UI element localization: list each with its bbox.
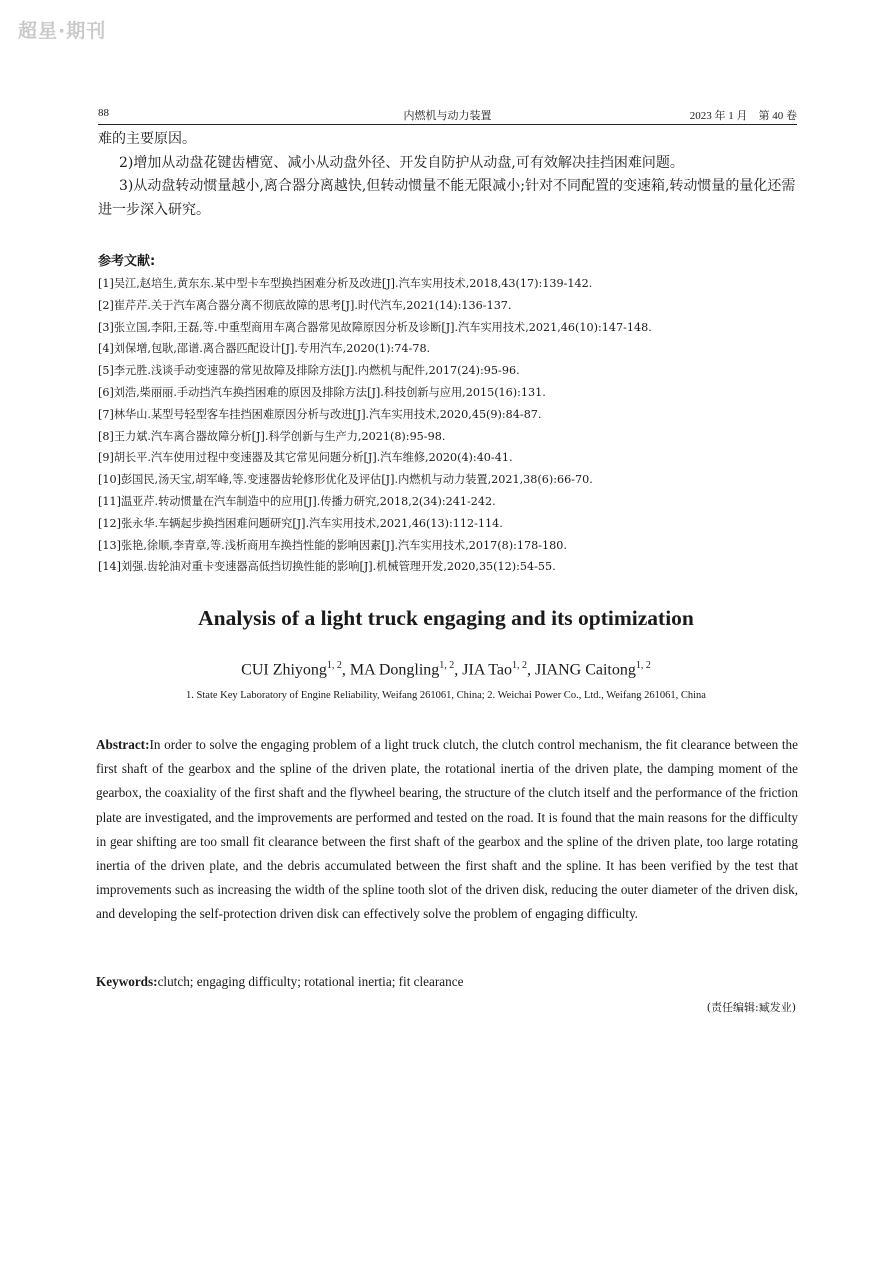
reference-item: [5]李元胜.浅谈手动变速器的常见故障及排除方法[J].内燃机与配件,2017(24):95-96. (98, 364, 520, 378)
editor-note: (责任编辑:臧发业) (706, 1001, 796, 1014)
running-header (98, 104, 797, 125)
reference-item: [2]崔芹芹.关于汽车离合器分离不彻底故障的思考[J].时代汽车,2021(14):136-137. (98, 298, 512, 312)
abstract-text: In order to solve the engaging problem of a light truck clutch, the clutch control mechanism, the fit clearance between the first shaft of the gearbox and the spline of the driven plate, the rotational inertia of the driven plate, the damping moment of the gearbox, the coaxiality of the first shaft and the flywheel bearing, the structure of the clutch itself and the performance of the friction plate are investigated, and the improvements are performed and tested on the road. It is found that the main reasons for the difficulty in gear shifting are too small fit clearance between the first shaft of the gearbox and the spline of the driven plate, too large rotating inertia of the driven plate, and the debris accumulated between the first shaft and the spline. It has been verified by the test that improvements such as increasing the width of the spline tooth slot of the driven disk, reducing the outer diameter of the driven disk, and developing the self-protection driven disk can effectively solve the problem of engaging difficulty. (96, 737, 798, 922)
keywords-text: clutch; engaging difficulty; rotational inertia; fit clearance (157, 974, 464, 989)
author-affiliation-mark: 1, 2 (511, 660, 527, 671)
reference-item: [12]张永华.车辆起步换挡困难问题研究[J].汽车实用技术,2021,46(13):112-114. (98, 516, 503, 530)
reference-item: [11]温亚芹.转动惯量在汽车制造中的应用[J].传播力研究,2018,2(34):241-242. (98, 494, 496, 508)
reference-item: [7]林华山.某型号轻型客车挂挡困难原因分析与改进[J].汽车实用技术,2020,45(9):84-87. (98, 407, 542, 421)
reference-item: [13]张艳,徐顺,李青章,等.浅析商用车换挡性能的影响因素[J].汽车实用技术,2017(8):178-180. (98, 538, 567, 552)
reference-item: [8]王力斌.汽车离合器故障分析[J].科学创新与生产力,2021(8):95-98. (98, 429, 446, 443)
reference-item: [4]刘保增,包耿,邵谱.离合器匹配设计[J].专用汽车,2020(1):74-78. (98, 342, 431, 356)
author-affiliation-mark: 1, 2 (326, 660, 342, 671)
page-number: 88 (98, 107, 109, 119)
abstract: Abstract:In order to solve the engaging problem of a light truck clutch, the clutch control mechanism, the fit clearance between the first shaft of the gearbox and the spline of the driven plate, the rotational inertia of the driven plate, the damping moment of the gearbox, the coaxiality of the first shaft and the flywheel bearing, the structure of the clutch itself and the performance of the friction plate are investigated, and the improvements are performed and tested on the road. It is found that the main reasons for the difficulty in gear shifting are too small fit clearance between the first shaft of the gearbox and the spline of the driven plate, too large rotating inertia of the driven plate, and the debris accumulated between the first shaft and the spline. It has been verified by the test that improvements such as increasing the width of the spline tooth slot of the driven disk, reducing the outer diameter of the driven disk, and developing the self-protection driven disk can effectively solve the problem of engaging difficulty. (96, 737, 798, 922)
keywords: Keywords:clutch; engaging difficulty; rotational inertia; fit clearance (96, 974, 464, 989)
author-name: JIANG Caitong (534, 661, 636, 679)
references-list (98, 273, 808, 578)
author-name: CUI Zhiyong (241, 661, 327, 679)
watermark-logo: 超星·期刊 (18, 20, 107, 42)
issue-date: 2023 年 1 月 第 40 卷 (689, 110, 797, 122)
author-name: JIA Tao (462, 661, 512, 679)
conclusion-point-2: 2)增加从动盘花键齿槽宽、减小从动盘外径、开发自防护从动盘,可有效解决挂挡困难问题。 (119, 154, 684, 171)
journal-name: 内燃机与动力装置 (403, 110, 492, 122)
conclusion-text (98, 128, 800, 222)
author-affiliation-mark: 1, 2 (635, 660, 651, 671)
conclusion-point-3: 3)从动盘转动惯量越小,离合器分离越快,但转动惯量不能无限减小;针对不同配置的变速箱,转动惯量的量化还需进一步深入研究。 (98, 178, 796, 218)
reference-item: [14]刘强.齿轮油对重卡变速器高低挡切换性能的影响[J].机械管理开发,2020,35(12):54-55. (98, 560, 556, 574)
english-title: Analysis of a light truck engaging and its optimization (198, 606, 694, 630)
references-title: 参考文献: (98, 254, 156, 269)
keywords-label: Keywords (96, 974, 154, 989)
reference-item: [9]胡长平.汽车使用过程中变速器及其它常见问题分析[J].汽车维修,2020(4):40-41. (98, 451, 513, 465)
reference-item: [1]吴江,赵培生,黄东东.某中型卡车型换挡困难分析及改进[J].汽车实用技术,2018,43(17):139-142. (98, 277, 593, 290)
affiliations: 1. State Key Laboratory of Engine Reliability, Weifang 261061, China; 2. Weichai Power Co., Ltd., Weifang 261061, China (186, 690, 706, 701)
reference-item: [3]张立国,李阳,王磊,等.中重型商用车离合器常见故障原因分析及诊断[J].汽车实用技术,2021,46(10):147-148. (98, 320, 652, 334)
reference-item: [10]彭国民,汤天宝,胡军峰,等.变速器齿轮修形优化及评估[J].内燃机与动力装置,2021,38(6):66-70. (98, 473, 593, 487)
reference-item: [6]刘浩,柴丽丽.手动挡汽车换挡困难的原因及排除方法[J].科技创新与应用,2015(16):131. (98, 385, 546, 399)
conclusion-line-1: 难的主要原因。 (98, 131, 196, 147)
author-list: CUI Zhiyong$^{1, 2}$, MA Dongling$^{1, 2}$, JIA Tao$^{1, 2}$, JIANG Caitong$^{1, 2}$ (241, 660, 651, 679)
abstract-label: Abstract (96, 737, 146, 752)
author-name: MA Dongling (349, 661, 440, 679)
author-affiliation-mark: 1, 2 (439, 660, 455, 671)
